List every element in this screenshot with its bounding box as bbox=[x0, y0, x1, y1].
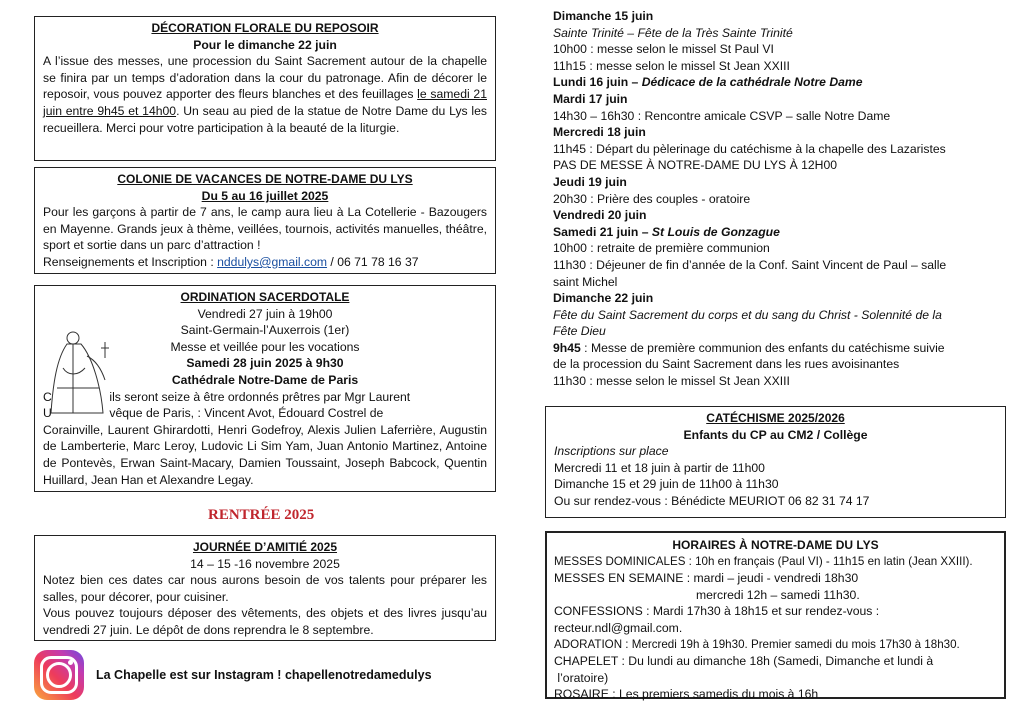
decoration-florale-box bbox=[34, 16, 496, 161]
ordination-box bbox=[34, 285, 496, 492]
decoration-title: DÉCORATION FLORALE DU REPOSOIR bbox=[151, 21, 379, 35]
calendar-line: 11h30 : messe selon le missel St Jean XXIII bbox=[553, 374, 790, 389]
decoration-text bbox=[43, 53, 487, 136]
colonie-subtitle: Du 5 au 16 juillet 2025 bbox=[201, 188, 329, 203]
ordination-line5: Cathédrale Notre-Dame de Paris bbox=[171, 372, 359, 387]
decoration-text-a: A l’issue des messes, une procession du Saint Sacrement autour de la chapelle se finira par un temps d’adoration dans la cour du patronage. Afin de décorer le reposoir, vous pouvez apporter des fleurs blanches et des feuillages bbox=[43, 54, 487, 102]
catechisme-line: Inscriptions sur place bbox=[554, 444, 669, 459]
ordination-line1: Vendredi 27 juin à 19h00 bbox=[197, 306, 333, 321]
decoration-text-b: . Un seau au pied de la statue de Notre Dame du Lys les recueillera. Merci pour votre participation à la beauté de la liturgie. bbox=[43, 103, 487, 135]
instagram-icon[interactable] bbox=[34, 650, 84, 700]
horaires-line: MESSES DOMINICALES : 10h en français (Paul VI) - 11h15 en latin (Jean XXIII). bbox=[554, 554, 973, 568]
calendar-line: 11h45 : Départ du pèlerinage du catéchisme à la chapelle des Lazaristes bbox=[553, 141, 946, 156]
ordination-title: ORDINATION SACERDOTALE bbox=[180, 290, 350, 304]
instagram-icon-dot bbox=[68, 660, 73, 665]
calendar-feast: Fête Dieu bbox=[553, 324, 606, 339]
horaires-line: CONFESSIONS : Mardi 17h30 à 18h15 et sur rendez-vous : bbox=[554, 604, 880, 619]
calendar-day-title: Vendredi 20 juin bbox=[553, 208, 647, 223]
calendar-line: PAS DE MESSE À NOTRE-DAME DU LYS À 12H00 bbox=[553, 158, 838, 173]
catechisme-title: CATÉCHISME 2025/2026 bbox=[706, 411, 845, 425]
colonie-text: Pour les garçons à partir de 7 ans, le camp aura lieu à La Cotellerie - Bazougers en Mayenne. Grands jeux à thème, veillées, tournois, activités manuelles, théâtre, sport et sortie dans un parc d’attraction ! bbox=[43, 205, 487, 253]
amitie-title: JOURNÉE D’AMITIÉ 2025 bbox=[192, 540, 338, 554]
calendar-time: 9h45 bbox=[553, 340, 581, 355]
decoration-date: le samedi 21 juin entre 9h45 et 14h00 bbox=[43, 87, 487, 118]
ordination-text-rest: Corainville, Laurent Ghirardotti, Henri Godefroy, Alexis Julien Laferrière, Augustin de Lamberterie, Marc Leroy, Ludovic Li Sim Yam, Juan Antonio Martinez, Antoine de Pontevès, Erwan Saint-Macary, Damien Toussaint, Joseph Babcock, Quentin Huillard, Jean Han et Alexandre Legay. bbox=[43, 422, 487, 487]
colonie-email-link[interactable]: nddulys@gmail.com bbox=[217, 254, 328, 269]
ordination-text-line2: U vêque de Paris, : Vincent Avot, Édouard Costrel de bbox=[43, 406, 384, 421]
amitie-text2: Vous pouvez toujours déposer des vêtements, des objets et des livres jusqu’au vendredi 27 juin. Le dépôt de dons reprendra le 8 septembre. bbox=[43, 606, 487, 637]
calendar bbox=[553, 8, 993, 390]
calendar-line: 14h30 – 16h30 : Rencontre amicale CSVP – salle Notre Dame bbox=[553, 108, 891, 123]
calendar-line: 11h15 : messe selon le missel St Jean XXIII bbox=[553, 58, 790, 73]
horaires-email[interactable]: recteur.ndl@gmail.com. bbox=[554, 620, 683, 635]
ordination-line3: Messe et veillée pour les vocations bbox=[170, 339, 360, 354]
colonie-title: COLONIE DE VACANCES DE NOTRE-DAME DU LYS bbox=[117, 172, 413, 186]
colonie-contact-label: Renseignements et Inscription : bbox=[43, 254, 218, 269]
calendar-line: 10h00 : retraite de première communion bbox=[553, 241, 770, 256]
horaires-line: ADORATION : Mercredi 19h à 19h30. Premier samedi du mois 17h30 à 18h30. bbox=[554, 637, 960, 651]
calendar-line: 10h00 : messe selon le missel St Paul VI bbox=[553, 42, 774, 57]
calendar-line: saint Michel bbox=[553, 274, 618, 289]
calendar-feast: Dédicace de la cathédrale Notre Dame bbox=[641, 75, 863, 90]
catechisme-line: Ou sur rendez-vous : Bénédicte MEURIOT 06 82 31 74 17 bbox=[554, 493, 870, 508]
colonie-contact bbox=[43, 254, 487, 271]
decoration-subtitle: Pour le dimanche 22 juin bbox=[193, 37, 337, 52]
calendar-day-title bbox=[553, 74, 993, 91]
colonie-phone: / 06 71 78 16 37 bbox=[327, 254, 419, 269]
catechisme-subtitle: Enfants du CP au CM2 / Collège bbox=[683, 427, 868, 442]
calendar-day-label: Samedi 21 juin – bbox=[553, 224, 652, 239]
horaires-line: l’oratoire) bbox=[554, 670, 609, 685]
priest-illustration bbox=[43, 328, 117, 416]
calendar-day-title: Mardi 17 juin bbox=[553, 91, 628, 106]
calendar-day-title: Mercredi 18 juin bbox=[553, 125, 646, 140]
colonie-box bbox=[34, 167, 496, 274]
ordination-line4: Samedi 28 juin 2025 à 9h30 bbox=[186, 356, 344, 371]
calendar-line-text: : Messe de première communion des enfants du catéchisme suivie bbox=[580, 340, 945, 355]
ordination-line2: Saint-Germain-l’Auxerrois (1er) bbox=[180, 323, 350, 338]
calendar-day-label: Lundi 16 juin – bbox=[553, 75, 642, 90]
amitie-dates: 14 – 15 -16 novembre 2025 bbox=[190, 556, 340, 571]
instagram-row bbox=[34, 648, 494, 704]
horaires-line: ROSAIRE : Les premiers samedis du mois à 16h bbox=[554, 687, 819, 702]
catechisme-line: Mercredi 11 et 18 juin à partir de 11h00 bbox=[554, 460, 765, 475]
calendar-day-title: Dimanche 15 juin bbox=[553, 9, 654, 23]
instagram-text: La Chapelle est sur Instagram ! chapellenotredamedulys bbox=[96, 668, 432, 682]
calendar-day-title: Dimanche 22 juin bbox=[553, 291, 654, 306]
calendar-line: 20h30 : Prière des couples - oratoire bbox=[553, 191, 751, 206]
horaires-line: CHAPELET : Du lundi au dimanche 18h (Samedi, Dimanche et lundi à bbox=[554, 654, 934, 669]
calendar-feast: St Louis de Gonzague bbox=[651, 224, 780, 239]
horaires-line: mercredi 12h – samedi 11h30. bbox=[696, 587, 860, 602]
calendar-day-title: Jeudi 19 juin bbox=[553, 174, 627, 189]
horaires-line: MESSES EN SEMAINE : mardi – jeudi - vendredi 18h30 bbox=[554, 571, 859, 586]
calendar-line bbox=[553, 340, 993, 357]
catechisme-line: Dimanche 15 et 29 juin de 11h00 à 11h30 bbox=[554, 477, 779, 492]
calendar-feast: Fête du Saint Sacrement du corps et du sang du Christ - Solennité de la bbox=[553, 307, 942, 322]
amitie-text1: Notez bien ces dates car nous aurons besoin de vos talents pour préparer les salles, pour décorer, pour cuisiner. bbox=[43, 573, 487, 604]
amitie-box bbox=[34, 535, 496, 641]
calendar-feast: Sainte Trinité – Fête de la Très Sainte Trinité bbox=[553, 25, 793, 40]
rentree-heading: RENTRÉE 2025 bbox=[208, 507, 315, 523]
horaires-title: HORAIRES À NOTRE-DAME DU LYS bbox=[672, 538, 879, 552]
ordination-text-line1: C ils seront seize à être ordonnés prêtres par Mgr Laurent bbox=[43, 389, 411, 404]
instagram-icon-lens bbox=[46, 662, 72, 688]
calendar-line: 11h30 : Déjeuner de fin d’année de la Conf. Saint Vincent de Paul – salle bbox=[553, 257, 947, 272]
calendar-line: de la procession du Saint Sacrement dans les rues avoisinantes bbox=[553, 357, 900, 372]
horaires-box bbox=[545, 531, 1006, 702]
calendar-day-title bbox=[553, 224, 993, 241]
catechisme-box bbox=[545, 406, 1006, 518]
